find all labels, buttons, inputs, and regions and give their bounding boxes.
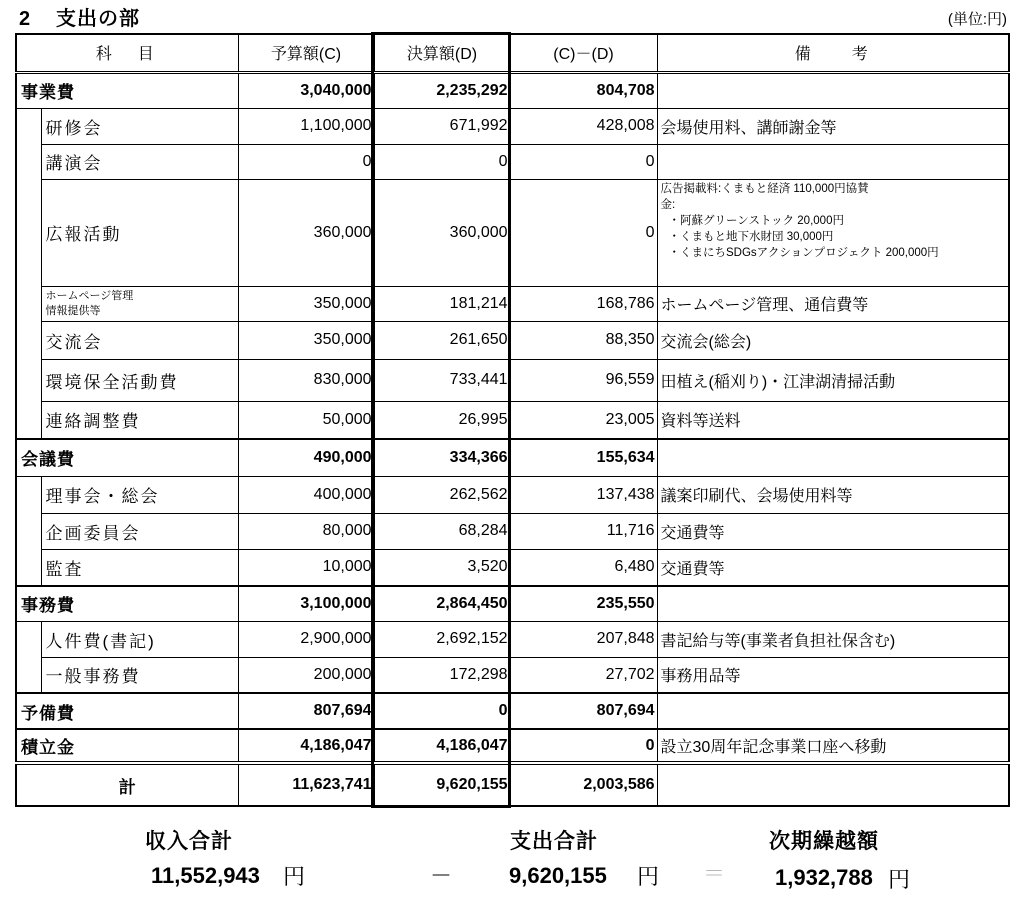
remarks-cell: 田植え(稲刈り)・江津湖清掃活動 xyxy=(657,359,1009,401)
expense-total-label: 支出合計 xyxy=(510,830,598,853)
actual-cell: 2,235,292 xyxy=(374,72,510,108)
remarks-line: ・くまもと地下水財団 30,000円 xyxy=(668,230,834,243)
category-row xyxy=(16,72,1009,108)
category-row xyxy=(16,693,1009,729)
difference-cell: 0 xyxy=(510,179,657,286)
section-title: 支出の部 xyxy=(56,8,140,30)
actual-cell: 4,186,047 xyxy=(374,729,510,763)
item-name: 企画委員会 xyxy=(41,513,238,549)
actual-cell: 0 xyxy=(374,144,510,179)
item-row xyxy=(16,108,1009,144)
item-row xyxy=(16,359,1009,401)
difference-cell: 207,848 xyxy=(510,621,657,657)
remarks-cell xyxy=(657,586,1009,621)
difference-cell: 0 xyxy=(510,729,657,763)
item-row xyxy=(16,621,1009,657)
budget-cell: 400,000 xyxy=(238,476,374,513)
remarks-cell: 交通費等 xyxy=(657,549,1009,586)
category-name: 事業費 xyxy=(16,72,238,108)
budget-cell: 830,000 xyxy=(238,359,374,401)
actual-cell: 2,864,450 xyxy=(374,586,510,621)
budget-cell: 200,000 xyxy=(238,657,374,693)
budget-cell: 11,623,741 xyxy=(238,763,374,806)
total-row xyxy=(16,763,1009,806)
difference-cell: 168,786 xyxy=(510,286,657,321)
item-name: 研修会 xyxy=(41,108,238,144)
remarks-cell: 事務用品等 xyxy=(657,657,1009,693)
expense-total-value: 9,620,155 xyxy=(509,863,607,888)
item-row xyxy=(16,657,1009,693)
remarks-line: ・阿蘇グリーンストック 20,000円 xyxy=(668,214,844,227)
item-name: 講演会 xyxy=(41,144,238,179)
budget-header: 予算額(C) xyxy=(238,34,374,72)
actual-cell: 261,650 xyxy=(374,321,510,359)
difference-cell: 11,716 xyxy=(510,513,657,549)
income-total-label: 収入合計 xyxy=(145,830,233,853)
total-name: 計 xyxy=(16,763,238,806)
remarks-cell: 設立30周年記念事業口座へ移動 xyxy=(657,729,1009,763)
item-row xyxy=(16,401,1009,439)
remarks-cell: 交流会(総会) xyxy=(657,321,1009,359)
remarks-header: 備 考 xyxy=(657,34,1009,72)
remarks-cell xyxy=(657,144,1009,179)
category-name: 会議費 xyxy=(16,439,238,476)
item-row xyxy=(16,286,1009,321)
difference-cell: 27,702 xyxy=(510,657,657,693)
remarks-cell xyxy=(657,179,1009,286)
budget-cell: 1,100,000 xyxy=(238,108,374,144)
budget-cell: 3,040,000 xyxy=(238,72,374,108)
carryover-value: 1,932,788 xyxy=(775,865,873,890)
actual-cell: 26,995 xyxy=(374,401,510,439)
item-name: 一般事務費 xyxy=(41,657,238,693)
item-row xyxy=(16,513,1009,549)
difference-cell: 0 xyxy=(510,144,657,179)
difference-cell: 6,480 xyxy=(510,549,657,586)
actual-cell: 181,214 xyxy=(374,286,510,321)
remarks-cell: 資料等送料 xyxy=(657,401,1009,439)
remarks-cell: 交通費等 xyxy=(657,513,1009,549)
carryover-currency: 円 xyxy=(888,867,911,892)
table-header xyxy=(16,34,1009,72)
item-name: 理事会・総会 xyxy=(41,476,238,513)
item-name: 連絡調整費 xyxy=(41,401,238,439)
budget-cell: 0 xyxy=(238,144,374,179)
difference-cell: 96,559 xyxy=(510,359,657,401)
actual-cell: 334,366 xyxy=(374,439,510,476)
difference-cell: 235,550 xyxy=(510,586,657,621)
remarks-cell xyxy=(657,693,1009,729)
indent-cell xyxy=(16,476,41,586)
budget-cell: 3,100,000 xyxy=(238,586,374,621)
item-row xyxy=(16,549,1009,586)
actual-header: 決算額(D) xyxy=(374,34,510,72)
equals-sign: ＝ xyxy=(703,861,726,886)
actual-cell: 68,284 xyxy=(374,513,510,549)
item-name-line: ホームページ管理 xyxy=(45,289,134,302)
item-name: 人件費(書記) xyxy=(41,621,238,657)
budget-cell: 2,900,000 xyxy=(238,621,374,657)
budget-cell: 4,186,047 xyxy=(238,729,374,763)
item-name: 交流会 xyxy=(41,321,238,359)
difference-cell: 137,438 xyxy=(510,476,657,513)
budget-cell: 80,000 xyxy=(238,513,374,549)
remarks-cell: ホームページ管理、通信費等 xyxy=(657,286,1009,321)
item-row xyxy=(16,179,1009,286)
indent-cell xyxy=(16,621,41,693)
actual-cell: 671,992 xyxy=(374,108,510,144)
remarks-line: ・くまにちSDGsアクションプロジェクト 200,000円 xyxy=(668,246,939,259)
category-name: 積立金 xyxy=(16,729,238,763)
expense-currency: 円 xyxy=(637,864,660,889)
difference-cell: 428,008 xyxy=(510,108,657,144)
remarks-cell xyxy=(657,72,1009,108)
budget-cell: 10,000 xyxy=(238,549,374,586)
actual-cell: 3,520 xyxy=(374,549,510,586)
difference-cell: 2,003,586 xyxy=(510,763,657,806)
item-name xyxy=(41,286,238,321)
difference-cell: 155,634 xyxy=(510,439,657,476)
budget-cell: 360,000 xyxy=(238,179,374,286)
item-name: 広報活動 xyxy=(41,179,238,286)
actual-cell: 360,000 xyxy=(374,179,510,286)
category-row xyxy=(16,586,1009,621)
item-name: 環境保全活動費 xyxy=(41,359,238,401)
actual-cell: 2,692,152 xyxy=(374,621,510,657)
actual-cell: 172,298 xyxy=(374,657,510,693)
minus-sign: － xyxy=(430,863,453,888)
category-name: 事務費 xyxy=(16,586,238,621)
remarks-line: 広告掲載料:くまもと経済 110,000円協賛 xyxy=(660,182,869,195)
budget-cell: 50,000 xyxy=(238,401,374,439)
category-row xyxy=(16,439,1009,476)
remarks-cell: 議案印刷代、会場使用料等 xyxy=(657,476,1009,513)
difference-cell: 23,005 xyxy=(510,401,657,439)
item-row xyxy=(16,476,1009,513)
income-total-value: 11,552,943 xyxy=(151,863,260,888)
item-row xyxy=(16,321,1009,359)
remarks-cell: 書記給与等(事業者負担社保含む) xyxy=(657,621,1009,657)
actual-cell: 0 xyxy=(374,693,510,729)
remarks-cell xyxy=(657,439,1009,476)
remarks-cell: 会場使用料、講師謝金等 xyxy=(657,108,1009,144)
item-name-line: 情報提供等 xyxy=(45,304,101,317)
budget-cell: 807,694 xyxy=(238,693,374,729)
item-name: 監査 xyxy=(41,549,238,586)
remarks-line: 金: xyxy=(660,198,676,211)
expense-table xyxy=(15,33,1010,807)
remarks-cell xyxy=(657,763,1009,806)
budget-cell: 350,000 xyxy=(238,286,374,321)
header-row xyxy=(16,34,1009,72)
actual-cell: 733,441 xyxy=(374,359,510,401)
unit-label: (単位:円) xyxy=(947,11,1007,28)
difference-header: (C)－(D) xyxy=(510,34,657,72)
table-body xyxy=(16,72,1009,806)
budget-cell: 350,000 xyxy=(238,321,374,359)
difference-cell: 88,350 xyxy=(510,321,657,359)
subject-header: 科 目 xyxy=(16,34,238,72)
budget-cell: 490,000 xyxy=(238,439,374,476)
actual-cell: 9,620,155 xyxy=(374,763,510,806)
actual-cell: 262,562 xyxy=(374,476,510,513)
item-row xyxy=(16,144,1009,179)
section-number: 2 xyxy=(19,8,31,30)
difference-cell: 804,708 xyxy=(510,72,657,108)
difference-cell: 807,694 xyxy=(510,693,657,729)
category-name: 予備費 xyxy=(16,693,238,729)
income-currency: 円 xyxy=(283,864,306,889)
indent-cell xyxy=(16,108,41,439)
category-row xyxy=(16,729,1009,763)
carryover-label: 次期繰越額 xyxy=(769,830,879,853)
